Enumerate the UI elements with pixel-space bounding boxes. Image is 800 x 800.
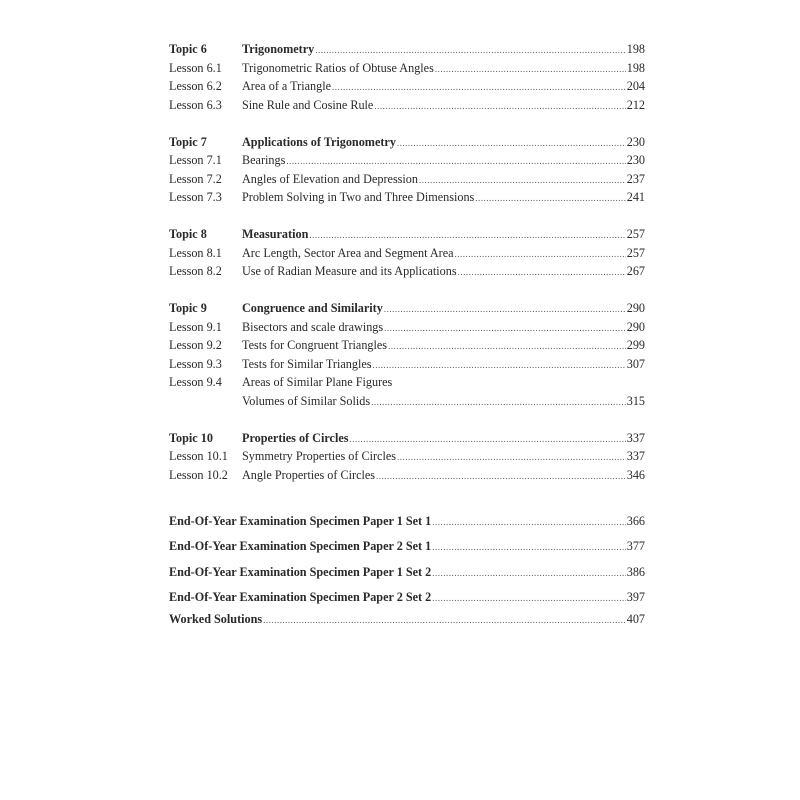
- lesson-entry[interactable]: [169, 77, 645, 96]
- toc-section: [169, 40, 645, 133]
- dot-leader: [397, 133, 626, 153]
- page-number: 397: [626, 590, 645, 604]
- lesson-entry[interactable]: [169, 188, 645, 207]
- entry-title: Applications of Trigonometry: [242, 134, 396, 149]
- dot-leader: [384, 318, 626, 338]
- page-number: 230: [626, 153, 645, 167]
- page-number: 299: [626, 338, 645, 352]
- entry-label: Lesson 9.2: [169, 338, 222, 352]
- entry-title: Problem Solving in Two and Three Dimensions: [242, 190, 475, 204]
- entry-label: Lesson 6.3: [169, 97, 222, 112]
- page-number: 386: [626, 564, 645, 579]
- entry-label: Lesson 6.1: [169, 60, 222, 75]
- entry-label: Lesson 9.3: [169, 356, 222, 371]
- dot-leader: [432, 509, 625, 536]
- entry-title: Bisectors and scale drawings: [242, 319, 384, 334]
- dot-leader: [376, 466, 626, 486]
- entry-label: Lesson 10.2: [169, 467, 228, 482]
- lesson-entry[interactable]: [169, 318, 645, 337]
- dot-leader: [309, 225, 625, 245]
- page-number: 267: [626, 264, 645, 278]
- dot-leader: [371, 392, 626, 412]
- page-number: 346: [626, 467, 645, 482]
- lesson-entry[interactable]: [169, 170, 645, 189]
- page-number: 290: [626, 301, 645, 315]
- lesson-entry[interactable]: [169, 355, 645, 374]
- page-number: 337: [626, 430, 645, 445]
- entry-label: Topic 9: [169, 301, 207, 315]
- topic-entry[interactable]: [169, 133, 645, 152]
- lesson-entry[interactable]: [169, 466, 645, 485]
- topic-entry[interactable]: [169, 40, 645, 59]
- lesson-entry[interactable]: [169, 447, 645, 466]
- dot-leader: [374, 96, 625, 116]
- dot-leader: [397, 447, 626, 467]
- page-number: 237: [626, 171, 645, 186]
- lesson-entry[interactable]: [169, 59, 645, 78]
- toc-section: [169, 429, 645, 503]
- entry-label: Topic 6: [169, 42, 207, 56]
- page-number: 204: [626, 79, 645, 93]
- topic-entry[interactable]: [169, 299, 645, 318]
- page-number: 212: [626, 97, 645, 112]
- entry-label: Lesson 7.1: [169, 153, 222, 167]
- lesson-entry[interactable]: [169, 151, 645, 170]
- dot-leader: [384, 299, 626, 319]
- dot-leader: [388, 336, 626, 356]
- entry-title: Bearings: [242, 153, 286, 167]
- entry-label: Topic 7: [169, 134, 207, 149]
- entry-label: Lesson 9.1: [169, 319, 222, 334]
- topic-entry[interactable]: [169, 225, 645, 244]
- dot-leader: [315, 40, 626, 60]
- exam-section: [169, 509, 645, 629]
- entry-label: Lesson 10.1: [169, 449, 228, 463]
- entry-label: Lesson 7.3: [169, 190, 222, 204]
- entry-title: Angles of Elevation and Depression: [242, 171, 418, 186]
- exam-entry[interactable]: [169, 585, 645, 611]
- entry-title: Tests for Congruent Triangles: [242, 338, 388, 352]
- entry-title: Sine Rule and Cosine Rule: [242, 97, 374, 112]
- entry-title: Angle Properties of Circles: [242, 467, 376, 482]
- entry-label: Lesson 8.2: [169, 264, 222, 278]
- toc-section: [169, 225, 645, 299]
- dot-leader: [286, 151, 625, 171]
- dot-leader: [263, 610, 626, 630]
- page-number: 230: [626, 134, 645, 149]
- entry-title: Symmetry Properties of Circles: [242, 449, 397, 463]
- page-number: 257: [626, 227, 645, 241]
- section-gap: [169, 410, 645, 429]
- dot-leader: [373, 355, 626, 375]
- entry-label: Lesson 6.2: [169, 79, 222, 93]
- entry-title: Trigonometry: [242, 42, 315, 56]
- page-number: 377: [626, 539, 645, 553]
- dot-leader: [435, 59, 626, 79]
- toc-section: [169, 133, 645, 226]
- page-number: 257: [626, 245, 645, 260]
- entry-title: Properties of Circles: [242, 430, 349, 445]
- exam-entry[interactable]: [169, 610, 645, 629]
- exam-entry[interactable]: [169, 560, 645, 586]
- entry-label: Topic 10: [169, 430, 213, 445]
- entry-title: Areas of Similar Plane Figures: [242, 375, 393, 389]
- dot-leader: [455, 244, 626, 264]
- entry-title: Measuration: [242, 227, 309, 241]
- dot-leader: [475, 188, 625, 208]
- table-of-contents: [169, 40, 645, 628]
- entry-title: End-Of-Year Examination Specimen Paper 2 Set 1: [169, 539, 432, 553]
- entry-title: Area of a Triangle: [242, 79, 332, 93]
- exam-entry[interactable]: [169, 509, 645, 535]
- page-number: 337: [626, 449, 645, 463]
- entry-label: Lesson 8.1: [169, 245, 222, 260]
- dot-leader: [350, 429, 626, 449]
- page-number: 315: [626, 393, 645, 408]
- page-number: 407: [626, 611, 645, 626]
- entry-title: Trigonometric Ratios of Obtuse Angles: [242, 60, 434, 75]
- entry-title: End-Of-Year Examination Specimen Paper 1 Set 1: [169, 513, 432, 528]
- dot-leader: [432, 560, 625, 587]
- topic-entry[interactable]: [169, 429, 645, 448]
- entry-title: Arc Length, Sector Area and Segment Area: [242, 245, 454, 260]
- page-number: 366: [626, 513, 645, 528]
- lesson-entry[interactable]: [169, 262, 645, 281]
- dot-leader: [419, 170, 626, 190]
- entry-label: Topic 8: [169, 227, 207, 241]
- page-number: 307: [626, 356, 645, 371]
- dot-leader: [432, 534, 625, 561]
- section-gap: [169, 207, 645, 226]
- section-gap: [169, 281, 645, 300]
- toc-section: [169, 299, 645, 429]
- section-gap: [169, 114, 645, 133]
- lesson-entry[interactable]: [169, 392, 645, 411]
- page-number: 241: [626, 190, 645, 204]
- dot-leader: [458, 262, 626, 282]
- entry-label: Lesson 7.2: [169, 171, 222, 186]
- entry-title: End-Of-Year Examination Specimen Paper 2 Set 2: [169, 590, 432, 604]
- entry-label: Lesson 9.4: [169, 375, 222, 389]
- lesson-entry[interactable]: [169, 336, 645, 355]
- entry-title: Worked Solutions: [169, 611, 263, 626]
- dot-leader: [432, 585, 625, 612]
- section-gap: [169, 484, 645, 503]
- exam-entry[interactable]: [169, 534, 645, 560]
- page-number: 290: [626, 319, 645, 334]
- entry-title: End-Of-Year Examination Specimen Paper 1 Set 2: [169, 564, 432, 579]
- lesson-entry[interactable]: [169, 244, 645, 263]
- page-number: 198: [626, 42, 645, 56]
- entry-title: Tests for Similar Triangles: [242, 356, 372, 371]
- entry-title: Use of Radian Measure and its Applications: [242, 264, 457, 278]
- dot-leader: [332, 77, 626, 97]
- lesson-entry[interactable]: [169, 373, 645, 392]
- entry-title: Volumes of Similar Solids: [242, 393, 371, 408]
- entry-title: Congruence and Similarity: [242, 301, 383, 315]
- page-number: 198: [626, 60, 645, 75]
- lesson-entry[interactable]: [169, 96, 645, 115]
